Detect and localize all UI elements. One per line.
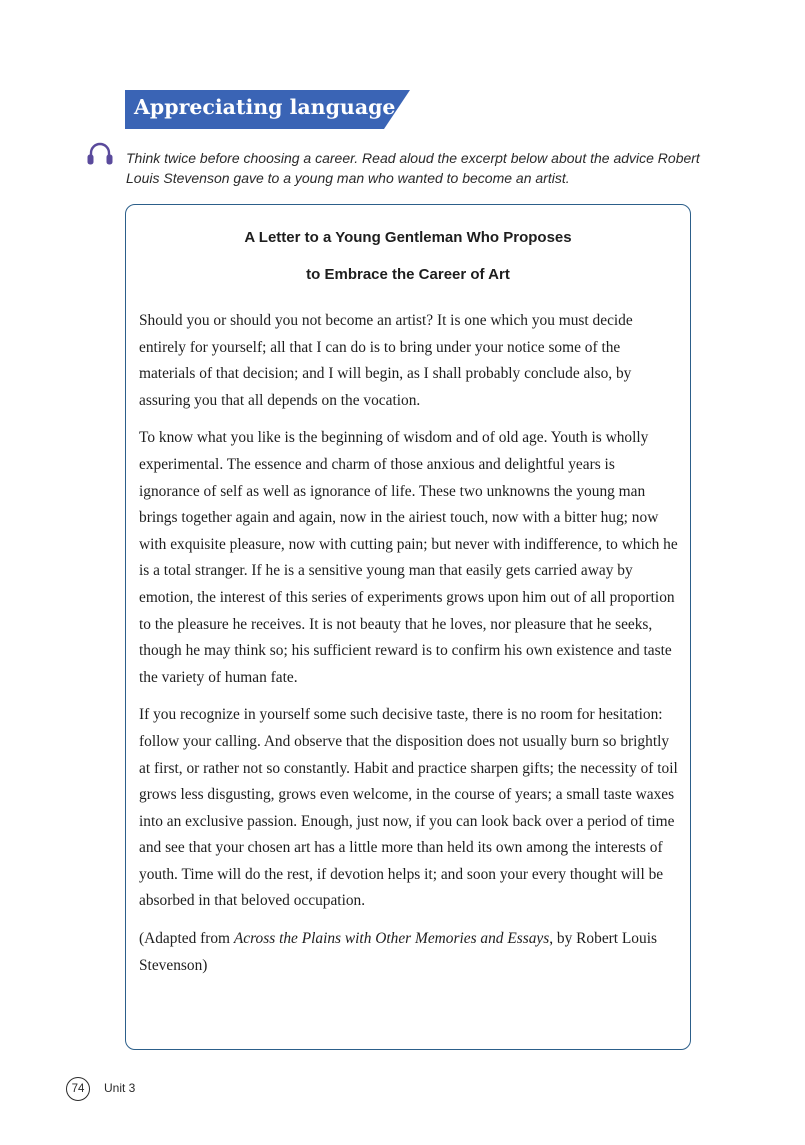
source-prefix: (Adapted from [139, 930, 234, 948]
letter-title-line-2: to Embrace the Career of Art [306, 266, 510, 283]
letter-paragraph-2: To know what you like is the beginning of wisdom and of old age. Youth is wholly experimental. The essence and charm of those anxious and delightful years is ignorance of self as well as ignorance of life. These two unknowns the young man brings together again and again, now in the airiest touch, now with a bitter hug; now with exquisite pleasure, now with cutting pain; but never with indifference, to which he is a total stranger. If he is a sensitive young man that easily gets carried away by emotion, the interest of this series of experiments grows upon him out of all proportion to the pleasure he receives. It is not beauty that he loves, nor pleasure that he seeks, though he may think so; his sufficient reward is to confirm his own existence and taste the variety of human fate. [139, 429, 678, 686]
source-citation [139, 926, 679, 979]
source-suffix: , by Robert Louis Stevenson) [139, 930, 657, 974]
section-banner [125, 90, 410, 129]
letter-paragraph-1: Should you or should you not become an artist? It is one which you must decide entirely for yourself; all that I can do is to bring under your notice some of the materials of that decision; and I will begin, as I shall probably conclude also, by assuring you that all depends on the vocation. [139, 312, 633, 409]
source-book-title: Across the Plains with Other Memories and Essays [233, 930, 550, 948]
letter-excerpt-box [125, 204, 691, 1050]
letter-paragraph-3: If you recognize in yourself some such decisive taste, there is no room for hesitation: follow your calling. And observe that the disposition does not usually burn so brightly at first, or rather not so constantly. Habit and practice sharpen gifts; the necessity of toil grows less disgusting, grows even welcome, in the course of years; a small taste waxes into an exclusive passion. Enough, just now, if you can look back over a period of time and see that your chosen art has a little more than held its own among the interests of youth. Time will do the rest, if devotion helps it; and soon your every thought will be absorbed in that beloved occupation. [139, 706, 678, 910]
page-number: 74 [66, 1077, 90, 1101]
reading-instruction: Think twice before choosing a career. Read aloud the excerpt below about the advice Robert Louis Stevenson gave to a young man who wanted to become an artist. [126, 150, 700, 186]
letter-body [139, 308, 679, 990]
unit-label: Unit 3 [104, 1081, 136, 1095]
letter-title-line-1: A Letter to a Young Gentleman Who Proposes [244, 229, 572, 246]
section-title: Appreciating language [134, 95, 396, 119]
headphones-icon[interactable] [85, 139, 115, 169]
